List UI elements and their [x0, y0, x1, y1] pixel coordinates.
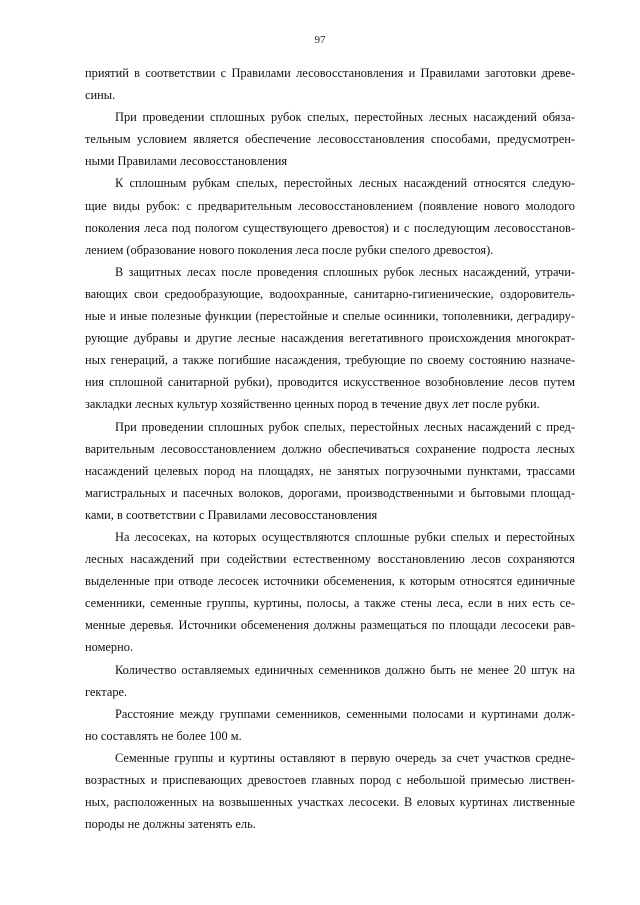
text-line: ные и иные полезные функции (перестойные и спелые осинники, тополевники, деградиру- [85, 309, 575, 324]
text-line: Расстояние между группами семенников, семенными полосами и куртинами долж- [115, 706, 575, 721]
text-line: гектаре. [85, 684, 128, 699]
text-line: поколения леса под пологом существующего древостоя) и с последующим лесовосстанов- [85, 220, 575, 235]
text-line: породы не должны затенять ель. [85, 817, 256, 832]
text-line: При проведении сплошных рубок спелых, перестойных лесных насаждений с пред- [115, 419, 575, 434]
text-line: К сплошным рубкам спелых, перестойных лесных насаждений относятся следую- [115, 176, 575, 191]
text-line: менные деревья. Источники обсеменения должны размещаться по площади лесосеки рав- [85, 618, 575, 633]
text-line: возрастных и приспевающих древостоев главных пород с небольшой примесью листвен- [85, 773, 575, 787]
text-line: ками, в соответствии с Правилами лесовосстановления [85, 507, 378, 522]
paragraph [85, 703, 575, 747]
text-line: тельным условием является обеспечение лесовосстановления способами, предусмотрен- [85, 132, 575, 147]
text-line: ния сплошной санитарной рубки), проводится искусственное возобновление лесов путем [85, 375, 575, 390]
text-line: номерно. [85, 640, 134, 655]
text-line: магистральных и пасечных волоков, дорогами, производственными и бытовыми площад- [85, 485, 575, 500]
page-number: 97 [314, 34, 326, 46]
text-line: выделенные при отводе лесосек источники обсеменения, к которым относятся единичные [85, 574, 575, 589]
text-line: семенники, семенные группы, куртины, полосы, а также стены леса, если в них есть се- [85, 596, 575, 611]
text-line: ными Правилами лесовосстановления [85, 154, 288, 169]
text-line: но составлять не более 100 м. [85, 728, 242, 743]
text-line: щие виды рубок: с предварительным лесовосстановлением (появление нового молодого [85, 198, 575, 213]
text-line: сины. [85, 88, 116, 103]
text-line: Семенные группы и куртины оставляют в первую очередь за счет участков средне- [115, 750, 575, 765]
paragraph [85, 172, 575, 260]
text-line: закладки лесных культур хозяйственно ценных пород в течение двух лет после рубки. [85, 397, 540, 412]
text-line: ных генераций, а также погибшие насаждения, требующие по своему состоянию назначе- [85, 353, 575, 368]
text-line: лением (образование нового поколения леса после рубки спелого древостоя). [85, 242, 494, 257]
paragraph [85, 416, 575, 526]
text-line: На лесосеках, на которых осуществляются сплошные рубки спелых и перестойных [115, 529, 575, 544]
text-line: варительным лесовосстановлением должно обеспечиваться сохранение подроста лесных [85, 441, 575, 456]
text-line: рующие дубравы и другие лесные насаждения вегетативного происхождения многократ- [85, 331, 575, 346]
text-line: приятий в соответствии с Правилами лесовосстановления и Правилами заготовки древе- [85, 66, 575, 80]
paragraph [85, 747, 575, 835]
text-line: насаждений целевых пород на площадях, не занятых погрузочными пунктами, трассами [85, 463, 575, 478]
text-line: В защитных лесах после проведения сплошных рубок лесных насаждений, утрачи- [115, 264, 575, 279]
paragraph [85, 106, 575, 172]
paragraph [85, 659, 575, 703]
document-body [85, 62, 575, 835]
paragraph [85, 526, 575, 659]
text-line: ных, расположенных на возвышенных участках лесосеки. В еловых куртинах лиственные [85, 795, 575, 810]
text-line: Количество оставляемых единичных семенников должно быть не менее 20 штук на [115, 662, 575, 677]
text-line: вающих свои средообразующие, водоохранные, санитарно-гигиенические, оздоровитель- [85, 286, 575, 301]
paragraph [85, 261, 575, 416]
text-line: лесных насаждений при содействии естественному восстановлению лесов сохраняются [85, 552, 575, 567]
text-line: При проведении сплошных рубок спелых, перестойных лесных насаждений обяза- [115, 110, 575, 125]
paragraph [85, 62, 575, 106]
